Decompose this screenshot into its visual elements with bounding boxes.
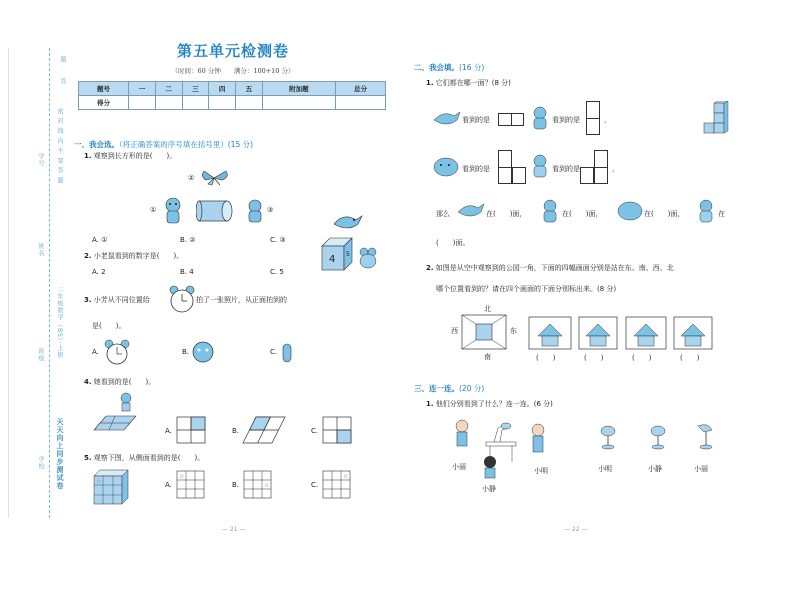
r-q1-number: 1. (426, 79, 434, 87)
compass-south: 南 (484, 353, 491, 361)
girl-viewing-tile-icon (92, 390, 140, 438)
r-q1-saw-1: 看到的是 (462, 116, 490, 124)
binding-seal-text: 密 封 线 内 不 要 答 题 (56, 108, 63, 185)
section-3-note: (20 分) (459, 384, 485, 393)
q1-option-c[interactable]: C. ③ (270, 236, 286, 244)
q4-stem (84, 377, 155, 387)
stacked-cubes-icon (700, 101, 730, 137)
r-q1-then: 那么 (436, 210, 450, 218)
q5-text: 观察下图，从侧面看到的是( )。 (93, 454, 205, 462)
q4-option-c[interactable]: C. (311, 427, 319, 435)
answer-name-2[interactable]: 小静 (648, 465, 662, 473)
r-q1-stem (426, 78, 511, 88)
dog-viewer-icon (528, 105, 552, 131)
number-cube-icon (318, 236, 354, 272)
score-header-cell: 总分 (335, 82, 385, 96)
park-view-3-icon (625, 316, 667, 350)
svg-text:☆: ☆ (343, 473, 349, 480)
score-table (78, 81, 386, 110)
score-header-cell: 五 (236, 82, 263, 96)
binding-margin (8, 48, 64, 518)
q5-option-b-grid (243, 470, 273, 500)
cat-viewer-icon (244, 198, 266, 224)
score-header-cell: 一 (128, 82, 155, 96)
mouse-viewer-icon (356, 246, 382, 270)
q1-text: 观察到长方形的是( )。 (93, 152, 177, 160)
lamp-view-1-icon (598, 424, 618, 450)
cube-side-number: 5 (346, 251, 350, 258)
kid-name-xiaoli: 小丽 (452, 463, 466, 471)
binding-label-school: 学校 (37, 456, 44, 470)
compass-north: 北 (484, 305, 491, 313)
r-q1-text: 它们都在哪一面？(8 分) (435, 79, 511, 87)
r-q2-text2: 哪个位置看到的？请在四个画面的下面分别标出来。(8 分) (436, 285, 617, 293)
park-blank-4[interactable]: ( ) (680, 354, 700, 362)
binding-book-name: 天天向上同步测试卷 (56, 418, 64, 490)
score-header-cell: 附加题 (262, 82, 335, 96)
r-q1-in-4: 在 (718, 210, 725, 218)
q4-text: 她看到的是( )。 (93, 378, 156, 386)
score-cell[interactable] (236, 96, 263, 110)
bird-viewer-icon (432, 108, 462, 130)
q3-option-c[interactable]: C. (270, 348, 278, 356)
r-q1-in-2[interactable]: 在( )面， (562, 210, 603, 218)
q4-option-c-figure (322, 416, 352, 444)
q5-option-c-grid (322, 470, 352, 500)
q4-option-a-figure (176, 416, 206, 444)
score-table-row (79, 96, 386, 110)
clock-front-icon (104, 339, 130, 367)
q3-text2: 拍了一张照片，从正面拍到的 (196, 296, 287, 304)
q2-number: 2. (84, 252, 92, 260)
q4-number: 4. (84, 378, 92, 386)
q3-text1: 小芳从不同位置给 (93, 296, 150, 304)
q5-number: 5. (84, 454, 92, 462)
left-page-number: — 21 — (222, 526, 246, 533)
section-1-note: （将正确答案的序号填在括号里）(15 分) (119, 140, 254, 149)
dog-viewer-icon (160, 196, 186, 226)
answer-name-1[interactable]: 小明 (598, 465, 612, 473)
cat-viewer-icon (432, 155, 460, 179)
q1-option-a[interactable]: A. ① (92, 236, 108, 244)
comma: ， (612, 165, 619, 173)
q1-number: 1. (84, 152, 92, 160)
kid-name-xiaojing: 小静 (482, 485, 496, 493)
q5-stem (84, 453, 204, 463)
section-3-heading (414, 383, 484, 394)
q3-stem-line1 (84, 295, 150, 305)
kid-name-xiaoming: 小明 (534, 467, 548, 475)
right-page-number: — 22 — (564, 526, 588, 533)
bird-viewer-icon (456, 200, 486, 222)
lamp-view-3-icon (694, 422, 718, 450)
q1-stem (84, 151, 176, 161)
q1-label-3: ③ (267, 206, 274, 214)
r-q2-text: 如图是从空中观察到的公园一角，下面的四幅画面分别是站在东、南、西、北 (435, 264, 674, 272)
monkey-viewer-icon (528, 153, 552, 179)
q2-text: 小老鼠看到的数字是( )。 (93, 252, 184, 260)
butterfly-icon (200, 168, 230, 188)
q5-option-c[interactable]: C. (311, 481, 319, 489)
park-view-2-icon (578, 316, 618, 350)
compass-west: 西 (451, 327, 458, 335)
compass-east: 东 (510, 327, 517, 335)
view-answer-4b (580, 167, 594, 184)
q1-label-1: ① (150, 206, 157, 214)
q3-option-a[interactable]: A. (92, 348, 99, 356)
q2-option-c[interactable]: C. 5 (270, 268, 284, 276)
park-blank-2[interactable]: ( ) (584, 354, 604, 362)
q2-option-b[interactable]: B. 4 (180, 268, 194, 276)
section-3-title: 三、连一连。 (414, 384, 459, 393)
r-q1-saw-4: 看到的是 (552, 165, 580, 173)
r-q3-number: 1. (426, 400, 434, 408)
r-q3-stem (426, 399, 553, 409)
score-header-cell: 四 (209, 82, 236, 96)
clock-side-icon (280, 340, 294, 364)
section-2-note: (16 分) (459, 63, 485, 72)
view-answer-3 (498, 150, 512, 184)
left-page (78, 40, 388, 110)
q5-option-a[interactable]: A. (165, 481, 172, 489)
q2-stem (84, 251, 183, 261)
q3-number: 3. (84, 296, 92, 304)
score-cell[interactable] (262, 96, 335, 110)
park-blank-1[interactable]: ( ) (536, 354, 556, 362)
exam-title: 第五单元检测卷 (176, 42, 289, 60)
score-cell[interactable] (335, 96, 385, 110)
cylinder-shape-icon (196, 198, 236, 224)
park-blank-3[interactable]: ( ) (632, 354, 652, 362)
binding-dashed-line (49, 48, 50, 518)
score-header-cell: 三 (182, 82, 209, 96)
q1-option-b[interactable]: B. ② (180, 236, 196, 244)
park-top-view-icon (461, 314, 507, 350)
section-1-heading (74, 139, 253, 150)
park-view-1-icon (528, 316, 572, 350)
cat-viewer-icon (616, 199, 644, 223)
q5-option-b[interactable]: B. (232, 481, 240, 489)
score-header-cell: 题号 (79, 82, 129, 96)
svg-text:☆: ☆ (179, 473, 185, 480)
svg-text:☆: ☆ (96, 478, 102, 485)
section-1-title: 一、我会选。 (74, 140, 119, 149)
binding-mark-bottom: 答 (59, 78, 66, 85)
q2-option-a[interactable]: A. 2 (92, 268, 106, 276)
view-answer-4 (594, 150, 608, 184)
score-cell[interactable] (182, 96, 209, 110)
view-answer-3b (512, 167, 526, 184)
score-table-header-row (79, 82, 386, 96)
r-q3-text: 他们分别看到了什么？连一连。(6 分) (435, 400, 553, 408)
score-header-cell: 二 (155, 82, 182, 96)
binding-label-class: 班级 (37, 348, 44, 362)
cube-stack-icon (92, 468, 130, 506)
r-q2-stem (426, 263, 674, 273)
r-q1-saw-2: 看到的是 (552, 116, 580, 124)
q4-option-b[interactable]: B. (232, 427, 240, 435)
alarm-clock-icon (168, 284, 196, 316)
bird-viewer-icon (330, 210, 364, 236)
r-q1-last[interactable]: ( )面。 (436, 239, 470, 247)
binding-book-series: 二年级数学（BS）·上册 (56, 286, 63, 359)
clock-back-icon (192, 340, 214, 364)
binding-label-name: 姓名 (37, 243, 44, 257)
view-answer-2 (586, 101, 600, 135)
score-cell[interactable] (128, 96, 155, 110)
lamp-view-2-icon (648, 424, 668, 450)
binding-outer-line (8, 48, 9, 518)
r-q2-number: 2. (426, 264, 434, 272)
score-cell[interactable] (209, 96, 236, 110)
section-2-heading (414, 62, 484, 73)
cube-front-number: 4 (329, 254, 336, 265)
section-2-title: 二、我会填。 (414, 63, 459, 72)
park-view-4-icon (673, 316, 713, 350)
q1-label-2: ② (188, 174, 195, 182)
binding-mark-top: 题 (59, 56, 66, 63)
score-cell[interactable] (155, 96, 182, 110)
q5-option-a-grid (176, 470, 206, 500)
monkey-viewer-icon (694, 198, 718, 224)
comma: ， (604, 116, 611, 124)
r-q1-saw-3: 看到的是 (462, 165, 490, 173)
q3-text3: 是( )。 (92, 322, 126, 330)
dog-viewer-icon (538, 198, 562, 224)
view-answer-1 (498, 113, 524, 126)
r-q1-in-3[interactable]: 在( )面， (644, 210, 685, 218)
svg-text:☆: ☆ (264, 482, 270, 489)
q4-option-a[interactable]: A. (165, 427, 172, 435)
exam-subtitle: （时间：60 分钟 满分：100+10 分） (171, 67, 295, 75)
score-row-label: 得分 (79, 96, 129, 110)
q4-option-b-figure (242, 416, 286, 444)
q3-option-b[interactable]: B. (182, 348, 190, 356)
binding-label-number: 学号 (37, 153, 44, 167)
answer-name-3[interactable]: 小丽 (694, 465, 708, 473)
r-q1-in-1[interactable]: 在( )面， (486, 210, 527, 218)
